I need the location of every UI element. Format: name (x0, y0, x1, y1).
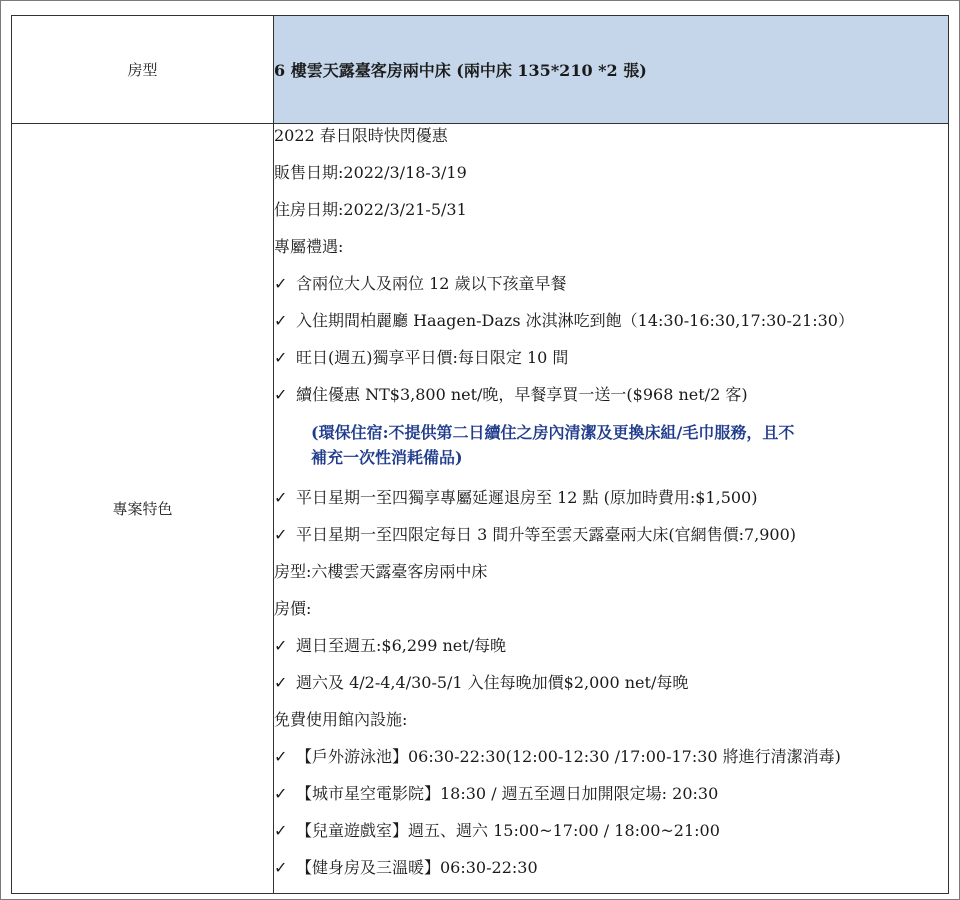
checklist-item (274, 272, 948, 309)
line-text: 【兒童遊戲室】週五、週六 15:00~17:00 / 18:00~21:00 (296, 821, 720, 840)
text-line (274, 235, 948, 272)
check-mark-icon: ✓ (274, 525, 288, 544)
line-text: 房型:六樓雲天露臺客房兩中床 (274, 562, 488, 581)
room-type-value: 6 樓雲天露臺客房兩中床 (兩中床 135*210 *2 張) (274, 16, 949, 124)
check-mark-icon: ✓ (274, 858, 288, 877)
checklist-item (274, 671, 948, 708)
text-line (274, 708, 948, 745)
checklist-item (274, 782, 948, 819)
check-mark-icon: ✓ (274, 784, 288, 803)
check-mark-icon: ✓ (274, 821, 288, 840)
line-text: 販售日期:2022/3/18-3/19 (274, 163, 467, 182)
check-mark-icon: ✓ (274, 348, 288, 367)
line-text: 入住期間柏麗廳 Haagen-Dazs 冰淇淋吃到飽（14:30-16:30,17:30-21:30） (296, 311, 854, 330)
room-type-label: 房型 (12, 16, 274, 124)
checklist-item (274, 309, 948, 346)
checklist-item (274, 523, 948, 560)
eco-stay-note (274, 420, 948, 486)
line-text: 【戶外游泳池】06:30-22:30(12:00-12:30 /17:00-17:30 將進行清潔消毒) (296, 747, 841, 766)
checklist-item (274, 745, 948, 782)
line-text: 平日星期一至四獨享專屬延遲退房至 12 點 (原加時費用:$1,500) (296, 488, 758, 507)
checklist-item (274, 634, 948, 671)
line-text: 免費使用館內設施: (274, 710, 408, 729)
check-mark-icon: ✓ (274, 673, 288, 692)
checklist-item (274, 346, 948, 383)
eco-stay-note-line-2: 補充一次性消耗備品) (311, 448, 463, 467)
line-text: 週六及 4/2-4,4/30-5/1 入住每晚加價$2,000 net/每晚 (296, 673, 689, 692)
features-content (274, 124, 949, 894)
features-list-bottom (274, 486, 948, 893)
text-line (274, 198, 948, 235)
check-mark-icon: ✓ (274, 747, 288, 766)
checklist-item (274, 383, 948, 420)
line-text: 續住優惠 NT$3,800 net/晚，早餐享買一送一($968 net/2 客) (296, 385, 748, 404)
text-line (274, 597, 948, 634)
features-list-top (274, 124, 948, 420)
line-text: 【健身房及三溫暖】06:30-22:30 (296, 858, 538, 877)
check-mark-icon: ✓ (274, 311, 288, 330)
line-text: 【城市星空電影院】18:30 / 週五至週日加開限定場: 20:30 (296, 784, 719, 803)
check-mark-icon: ✓ (274, 385, 288, 404)
checklist-item (274, 856, 948, 893)
check-mark-icon: ✓ (274, 636, 288, 655)
line-text: 房價: (274, 599, 312, 618)
line-text: 平日星期一至四限定每日 3 間升等至雲天露臺兩大床(官網售價:7,900) (296, 525, 797, 544)
checklist-item (274, 819, 948, 856)
room-type-row (12, 16, 949, 124)
plan-table (11, 15, 949, 894)
line-text: 週日至週五:$6,299 net/每晚 (296, 636, 507, 655)
line-text: 專屬禮遇: (274, 237, 344, 256)
line-text: 含兩位大人及兩位 12 歲以下孩童早餐 (296, 274, 567, 293)
features-label: 專案特色 (12, 124, 274, 894)
line-text: 旺日(週五)獨享平日價:每日限定 10 間 (296, 348, 569, 367)
line-text: 住房日期:2022/3/21-5/31 (274, 200, 467, 219)
check-mark-icon: ✓ (274, 274, 288, 293)
check-mark-icon: ✓ (274, 488, 288, 507)
text-line (274, 560, 948, 597)
text-line (274, 161, 948, 198)
features-row (12, 124, 949, 894)
text-line (274, 124, 948, 161)
line-text: 2022 春日限時快閃優惠 (274, 126, 448, 145)
eco-stay-note-line-1: (環保住宿:不提供第二日續住之房內清潔及更換床組/毛巾服務，且不 (311, 423, 795, 442)
checklist-item (274, 486, 948, 523)
